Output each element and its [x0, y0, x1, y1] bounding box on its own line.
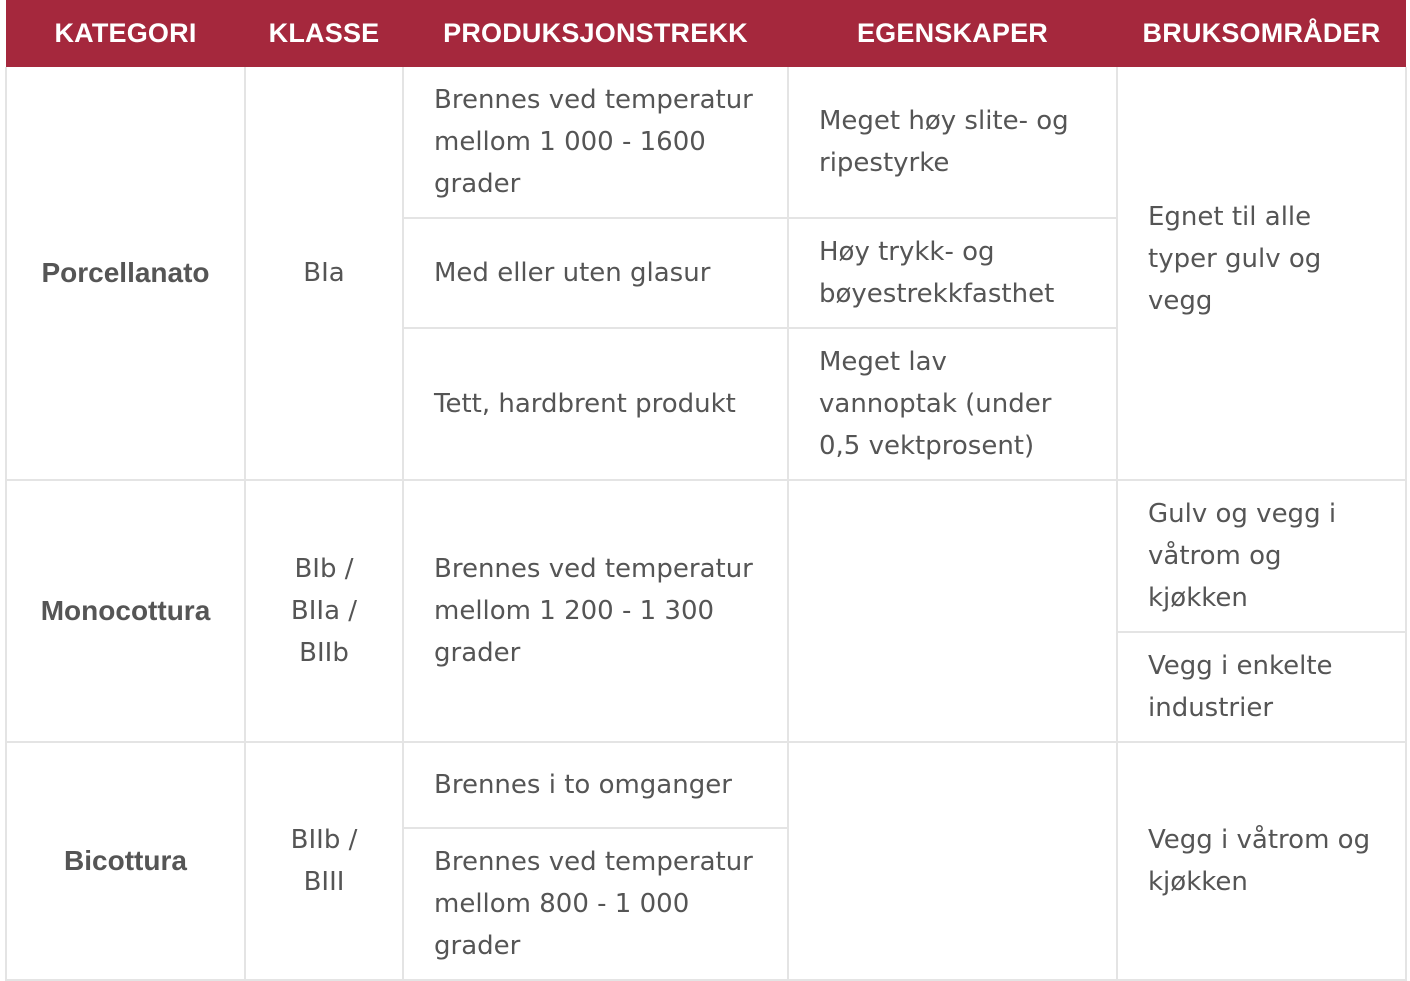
bruksomrader-cell: Gulv og vegg i våtrom og kjøkken [1117, 480, 1406, 632]
kategori-cell: Porcellanato [6, 67, 245, 480]
tile-category-table-wrapper [5, 0, 1405, 981]
klasse-cell: BIIb / BIII [245, 742, 403, 980]
produksjonstrekk-cell: Brennes ved temperatur mellom 1 200 - 1 300 grader [403, 480, 788, 742]
table-row [6, 480, 1406, 632]
egenskaper-cell-empty [788, 480, 1117, 742]
bruksomrader-cell: Vegg i enkelte industrier [1117, 632, 1406, 742]
kategori-cell: Monocottura [6, 480, 245, 742]
egenskaper-cell-empty [788, 742, 1117, 980]
egenskaper-cell: Meget høy slite- og ripestyrke [788, 67, 1117, 218]
header-klasse: KLASSE [245, 0, 403, 67]
header-row [6, 0, 1406, 67]
produksjonstrekk-cell: Brennes ved temperatur mellom 800 - 1 000 grader [403, 828, 788, 980]
bruksomrader-cell: Egnet til alle typer gulv og vegg [1117, 67, 1406, 480]
egenskaper-cell: Høy trykk- og bøyestrekkfasthet [788, 218, 1117, 328]
egenskaper-cell: Meget lav vannoptak (under 0,5 vektprosent) [788, 328, 1117, 480]
header-kategori: KATEGORI [6, 0, 245, 67]
produksjonstrekk-cell: Brennes i to omganger [403, 742, 788, 828]
klasse-cell: BIa [245, 67, 403, 480]
header-egenskaper: EGENSKAPER [788, 0, 1117, 67]
tile-category-table [5, 0, 1407, 981]
produksjonstrekk-cell: Brennes ved temperatur mellom 1 000 - 1600 grader [403, 67, 788, 218]
table-row [6, 742, 1406, 828]
produksjonstrekk-cell: Med eller uten glasur [403, 218, 788, 328]
produksjonstrekk-cell: Tett, hardbrent produkt [403, 328, 788, 480]
bruksomrader-cell: Vegg i våtrom og kjøkken [1117, 742, 1406, 980]
header-bruksomrader: BRUKSOMRÅDER [1117, 0, 1406, 67]
kategori-cell: Bicottura [6, 742, 245, 980]
table-row [6, 67, 1406, 218]
header-produksjonstrekk: PRODUKSJONSTREKK [403, 0, 788, 67]
klasse-cell: BIb / BIIa / BIIb [245, 480, 403, 742]
